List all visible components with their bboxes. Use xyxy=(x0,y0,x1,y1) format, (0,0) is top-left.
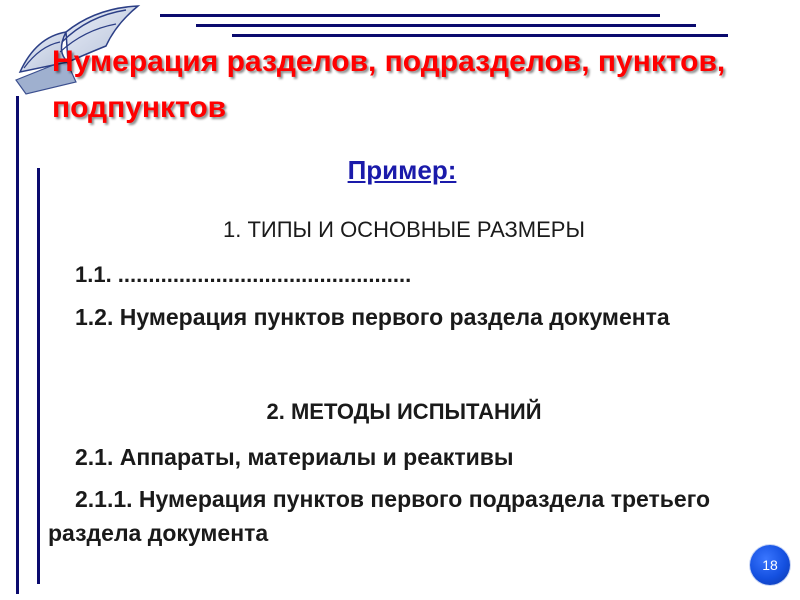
example-label: Пример: xyxy=(347,155,457,185)
section-2-heading: 2. МЕТОДЫ ИСПЫТАНИЙ xyxy=(266,399,542,424)
section-2-item-2: 2.1.1. Нумерация пунктов первого подраздела третьего раздела документа xyxy=(48,486,711,546)
section-1-heading: 1. ТИПЫ И ОСНОВНЫЕ РАЗМЕРЫ xyxy=(223,217,585,242)
decor-line-top-2 xyxy=(196,24,696,27)
decor-line-top-3 xyxy=(232,34,728,37)
section-1-item-2: 1.2. Нумерация пунктов первого раздела документа xyxy=(75,304,670,330)
section-1-item-1: 1.1. ................................................ xyxy=(75,262,412,287)
decor-line-top-1 xyxy=(160,14,660,17)
slide-title: Нумерация разделов, подразделов, пунктов, подпунктов xyxy=(52,45,726,124)
page-number-badge: 18 xyxy=(750,545,790,585)
section-2-item-1: 2.1. Аппараты, материалы и реактивы xyxy=(75,444,514,470)
